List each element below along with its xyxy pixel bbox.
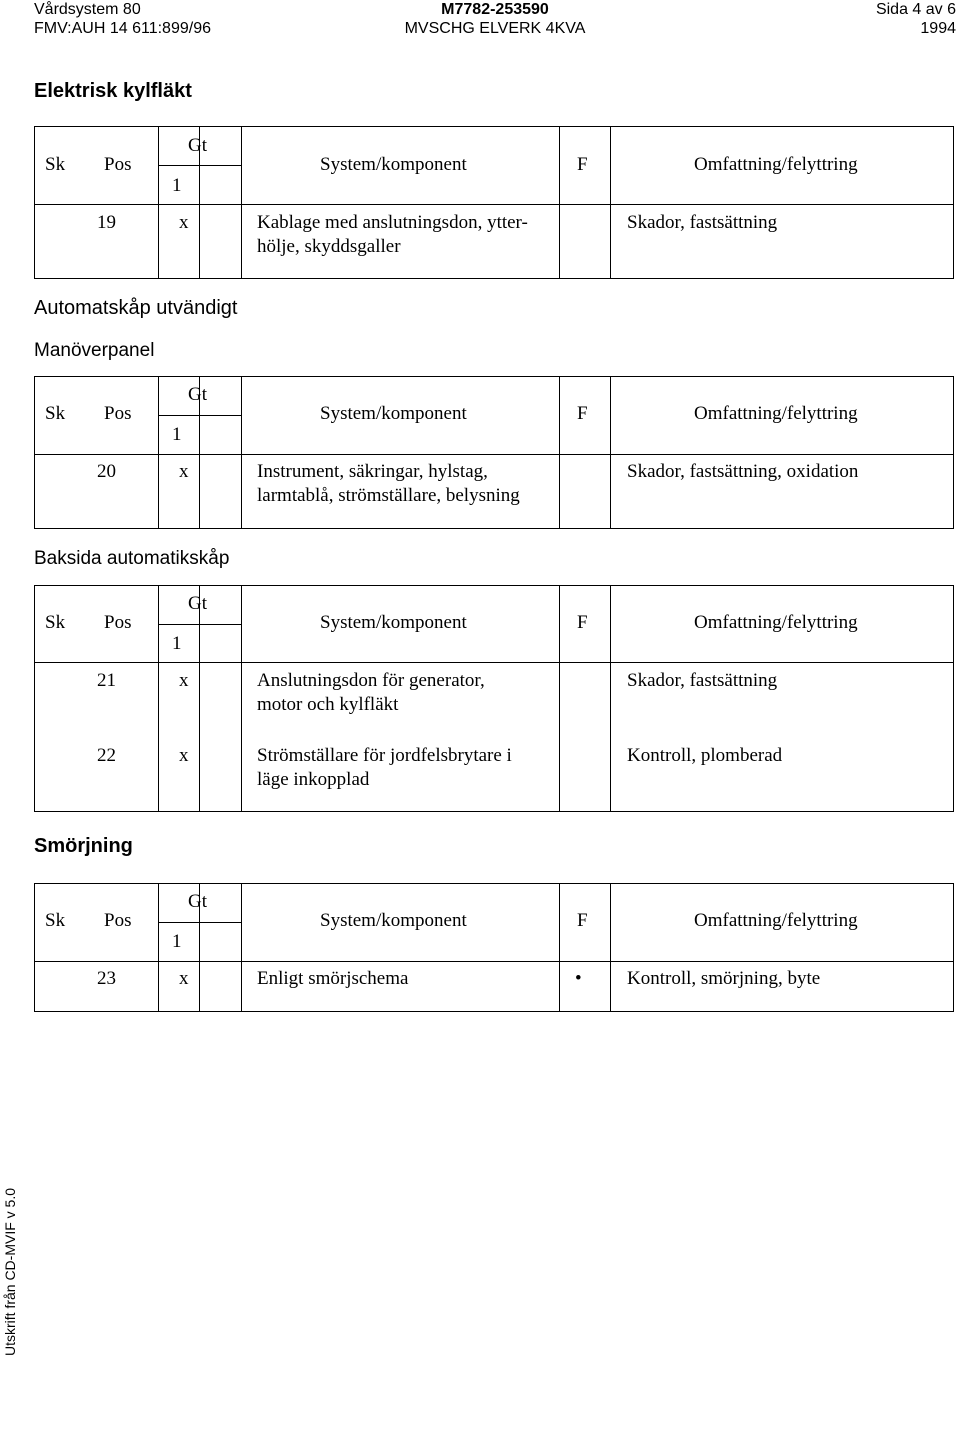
row-system-line1: Strömställare för jordfelsbrytare i: [257, 745, 512, 766]
row-pos: 21: [97, 670, 116, 691]
row-system-line2: motor och kylfläkt: [257, 694, 399, 715]
row-system-line1: Enligt smörjschema: [257, 968, 409, 989]
row-x: x: [179, 461, 189, 482]
inspection-table: [34, 376, 954, 529]
col-f: F: [577, 612, 588, 633]
col-omfattning: Omfattning/felyttring: [694, 910, 858, 931]
section-subtitle: Manöverpanel: [34, 340, 155, 361]
section-title: Automatskåp utvändigt: [34, 297, 238, 319]
col-sk: Sk: [45, 403, 66, 424]
col-system: System/komponent: [320, 910, 467, 931]
row-pos: 23: [97, 968, 116, 989]
row-omfattning: Skador, fastsättning: [627, 670, 778, 691]
inspection-table: [34, 126, 954, 279]
col-f: F: [577, 910, 588, 931]
row-x: x: [179, 670, 189, 691]
col-system: System/komponent: [320, 612, 467, 633]
section-title: Smörjning: [34, 835, 133, 857]
col-f: F: [577, 154, 588, 175]
row-omfattning: Kontroll, plomberad: [627, 745, 783, 766]
row-f-bullet: •: [575, 968, 582, 989]
col-pos: Pos: [104, 403, 132, 424]
col-sk: Sk: [45, 612, 66, 633]
print-footer-vertical: Utskrift från CD-MVIF v 5.0: [2, 1187, 18, 1357]
section-title: Elektrisk kylfläkt: [34, 80, 192, 102]
section-title: Baksida automatikskåp: [34, 548, 230, 569]
row-system-line1: Anslutningsdon för generator,: [257, 670, 485, 691]
row-x: x: [179, 968, 189, 989]
reference-number: FMV:AUH 14 611:899/96: [34, 20, 211, 37]
row-system-line1: Kablage med anslutningsdon, ytter-: [257, 212, 528, 233]
row-system-line1: Instrument, säkringar, hylstag,: [257, 461, 488, 482]
row-system-line2: läge inkopplad: [257, 769, 370, 790]
col-gt: Gt: [188, 384, 207, 405]
page-number: Sida 4 av 6: [875, 1, 956, 18]
col-gt-sub: 1: [172, 424, 182, 445]
row-system-line2: hölje, skyddsgaller: [257, 236, 401, 257]
row-pos: 19: [97, 212, 116, 233]
col-sk: Sk: [45, 154, 66, 175]
document-number: M7782-253590: [441, 1, 549, 18]
row-pos: 22: [97, 745, 116, 766]
equipment-name: MVSCHG ELVERK 4KVA: [404, 20, 586, 37]
row-system-line2: larmtablå, strömställare, belysning: [257, 485, 520, 506]
col-gt: Gt: [188, 135, 207, 156]
col-gt-sub: 1: [172, 175, 182, 196]
col-system: System/komponent: [320, 403, 467, 424]
row-x: x: [179, 212, 189, 233]
page-header: [34, 0, 956, 38]
row-omfattning: Skador, fastsättning, oxidation: [627, 461, 859, 482]
year: 1994: [920, 20, 956, 37]
col-omfattning: Omfattning/felyttring: [694, 154, 858, 175]
inspection-table: [34, 585, 954, 812]
col-gt-sub: 1: [172, 931, 182, 952]
system-name: Vårdsystem 80: [34, 1, 141, 18]
col-gt-sub: 1: [172, 633, 182, 654]
inspection-table: [34, 883, 954, 1012]
col-gt: Gt: [188, 891, 207, 912]
col-pos: Pos: [104, 154, 132, 175]
col-pos: Pos: [104, 910, 132, 931]
col-system: System/komponent: [320, 154, 467, 175]
col-omfattning: Omfattning/felyttring: [694, 612, 858, 633]
row-omfattning: Skador, fastsättning: [627, 212, 778, 233]
col-gt: Gt: [188, 593, 207, 614]
col-sk: Sk: [45, 910, 66, 931]
col-f: F: [577, 403, 588, 424]
row-omfattning: Kontroll, smörjning, byte: [627, 968, 821, 989]
row-pos: 20: [97, 461, 116, 482]
row-x: x: [179, 745, 189, 766]
col-pos: Pos: [104, 612, 132, 633]
col-omfattning: Omfattning/felyttring: [694, 403, 858, 424]
